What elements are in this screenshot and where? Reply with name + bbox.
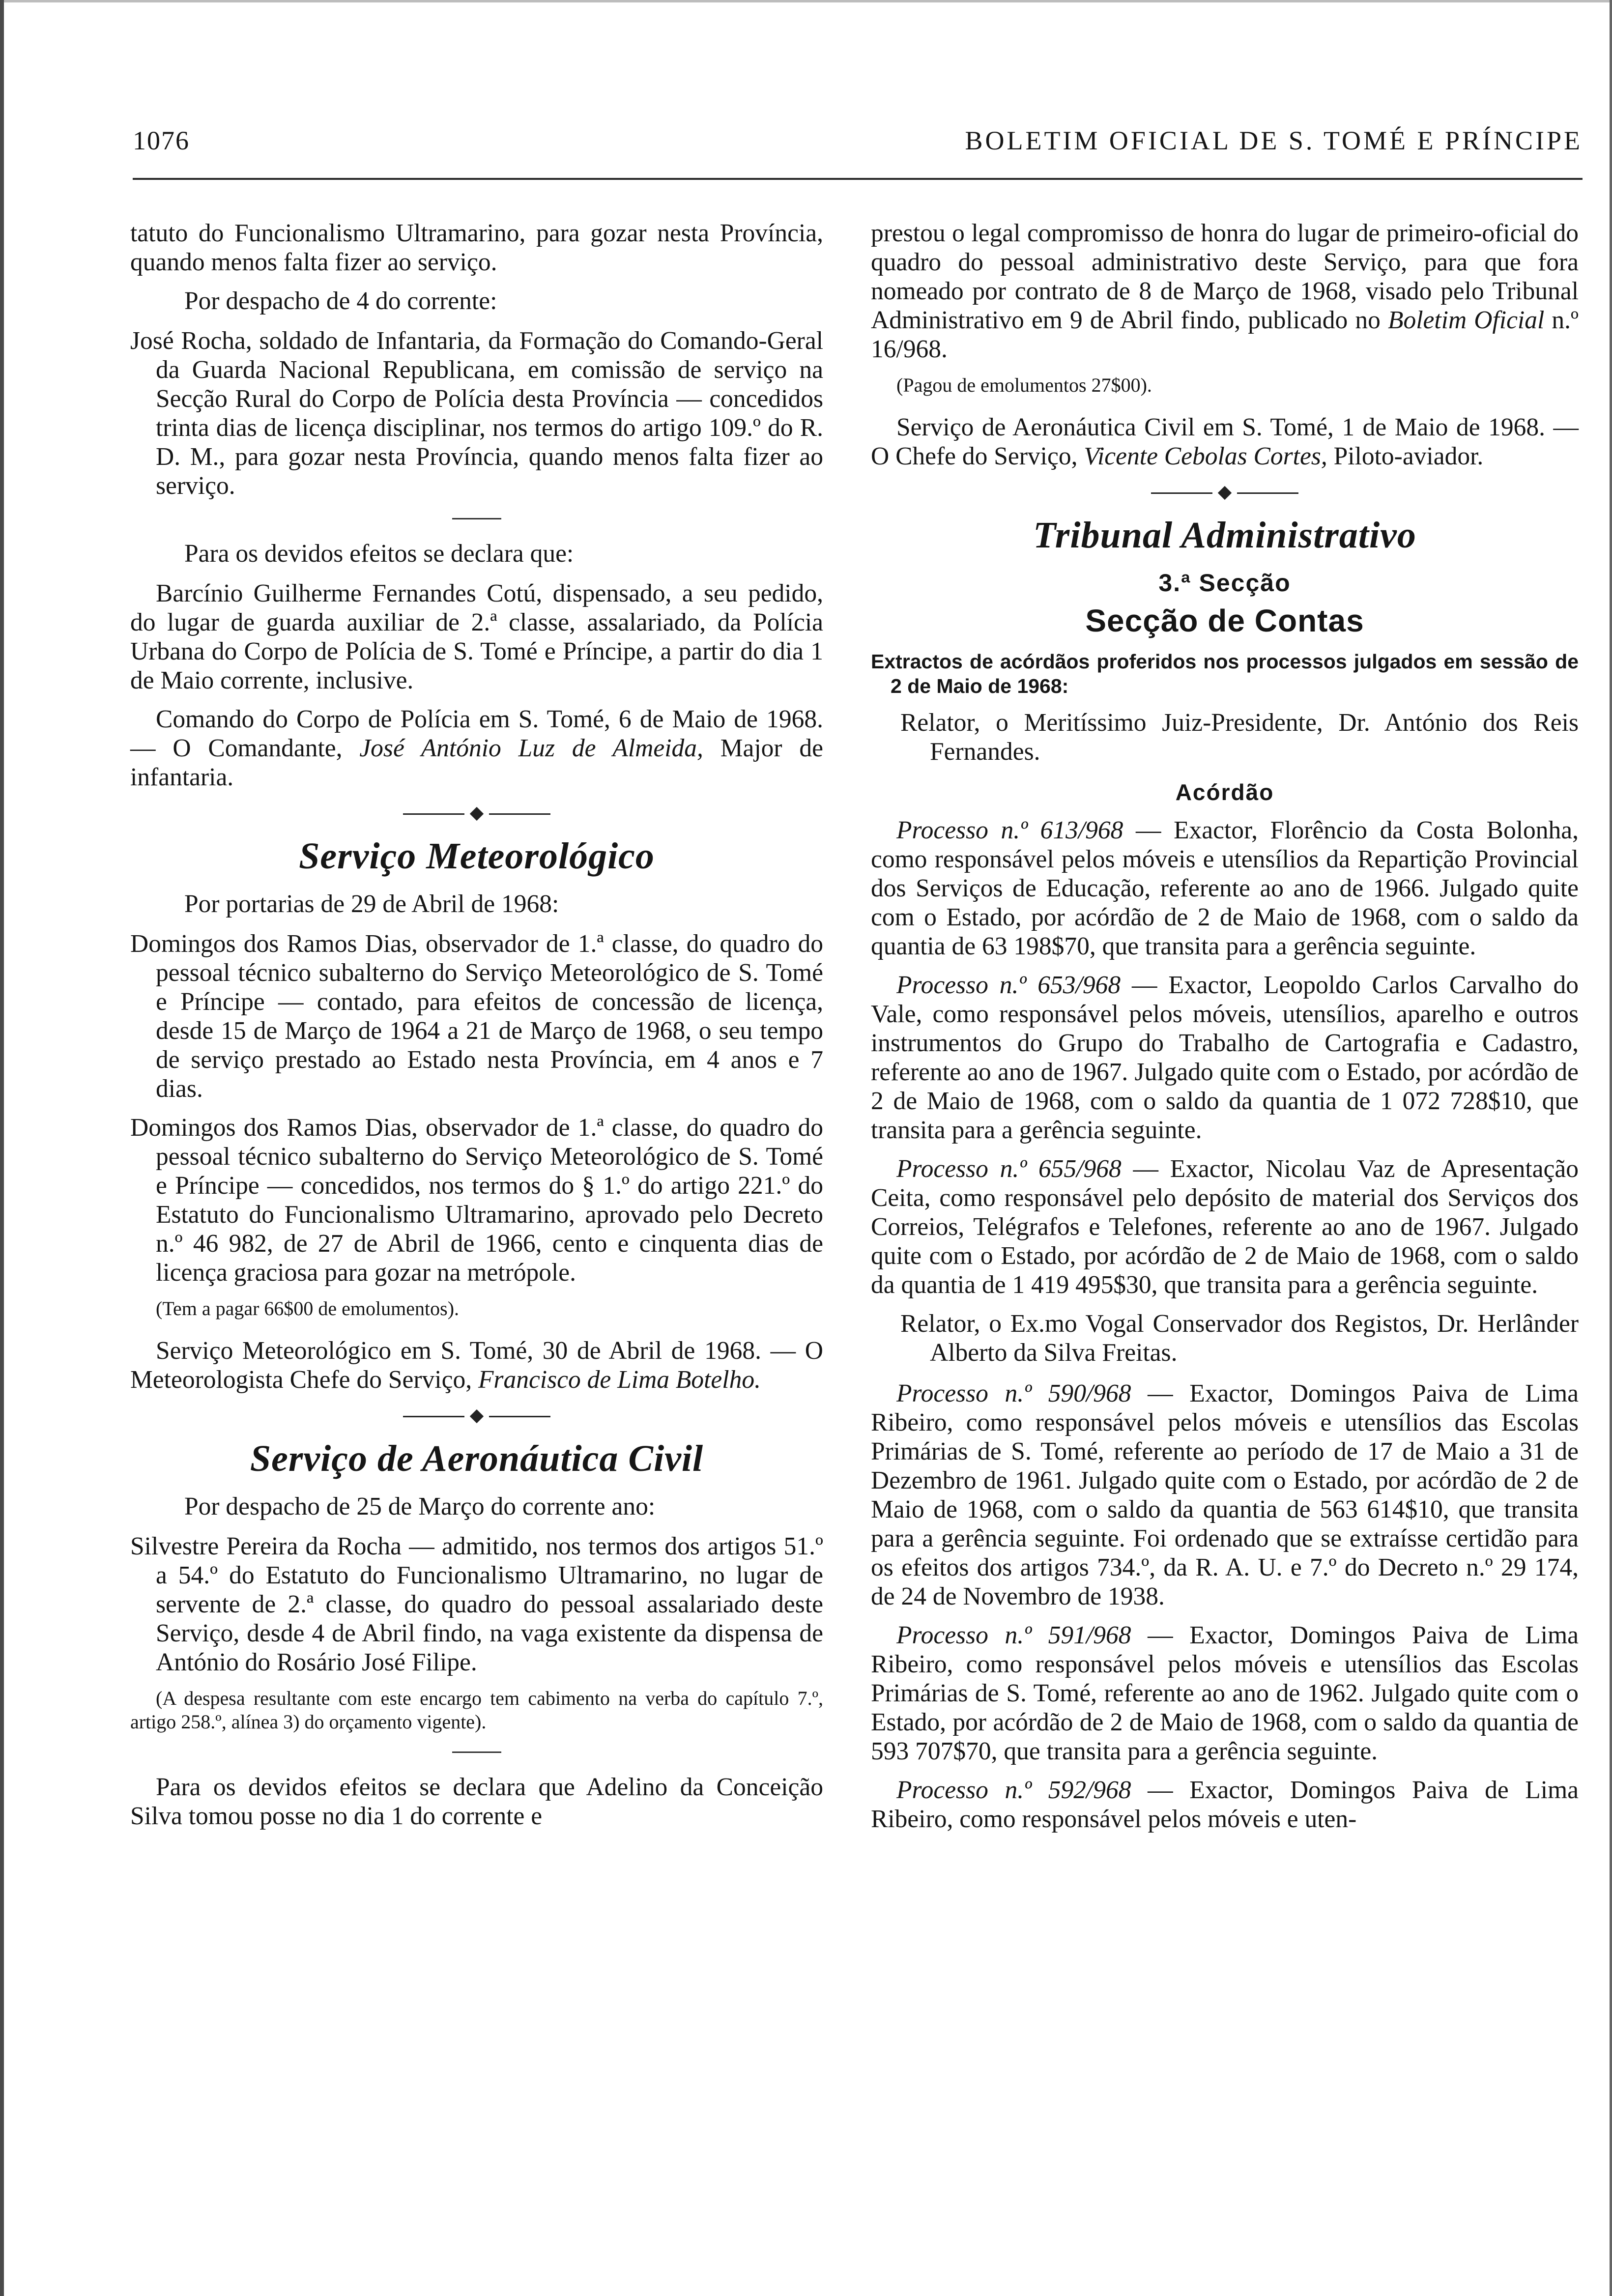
signature-paragraph: [871, 413, 1579, 471]
paragraph: Silvestre Pereira da Rocha — admitido, nos termos dos artigos 51.º a 54.º do Estatuto do Funcionalismo Ultramarino, no lugar de servente de 2.ª classe, do quadro do pessoal assalariado deste Serviço, desde 4 de Abril findo, na vaga existente da dispensa de António do Rosário José Filipe.: [130, 1532, 823, 1676]
section-title-aeronautica: Serviço de Aeronáutica Civil: [250, 1438, 704, 1479]
paragraph-lead: Por portarias de 29 de Abril de 1968:: [184, 890, 559, 918]
note: (Pagou de emolumentos 27$00).: [896, 374, 1152, 396]
page-header: [133, 125, 1583, 170]
divider: [452, 1751, 501, 1753]
process-entry: [871, 1621, 1579, 1766]
process-number: Processo n.º 655/968: [896, 1155, 1122, 1183]
process-text: — Exactor, Domingos Paiva de Lima Ribeiro, como responsável pelos móveis e uten-: [871, 1776, 1579, 1833]
signature-end: Major de infantaria.: [130, 734, 824, 791]
paragraph: Domingos dos Ramos Dias, observador de 1.ª classe, do quadro do pessoal técnico subalterno do Serviço Meteorológico de S. Tomé e Príncipe — concedidos, nos termos do § 1.º do artigo 221.º do Estatuto do Funcionalismo Ultramarino, aprovado pelo Decreto n.º 46 982, de 27 de Abril de 1966, cento e cinquenta dias de licença graciosa para gozar na metrópole.: [130, 1114, 823, 1287]
process-number: Processo n.º 653/968: [896, 971, 1121, 999]
relator: Relator, o Ex.mo Vogal Conservador dos Registos, Dr. Herlânder Alberto da Silva Freitas.: [900, 1310, 1579, 1367]
process-text: — Exactor, Leopoldo Carlos Carvalho do Vale, como responsável pelos móveis, utensílios, aparelho e outros instrumentos do Grupo do Trabalho de Cartografia e Cadastro, referente ao ano de 1967. Julgado quite com o Estado, por acórdão de 2 de Maio de 1968, com o saldo da quantia de 1 072 728$10, que transita para a gerência seguinte.: [871, 971, 1579, 1144]
scan-edge-top: [0, 0, 1612, 2]
signature-name: José António Luz de Almeida,: [359, 734, 703, 762]
signature-paragraph: [130, 705, 823, 792]
section-title-tribunal: Tribunal Administrativo: [1033, 515, 1416, 556]
paragraph-end: n.º 16/968.: [871, 306, 1579, 363]
signature-end: Piloto-aviador.: [1327, 442, 1484, 470]
process-number: Processo n.º 591/968: [896, 1621, 1131, 1649]
relator: Relator, o Meritíssimo Juiz-Presidente, Dr. António dos Reis Fernandes.: [900, 709, 1579, 766]
running-title: BOLETIM OFICIAL DE S. TOMÉ E PRÍNCIPE: [965, 126, 1583, 155]
signature-text: Serviço de Aeronáutica Civil em S. Tomé, 1 de Maio de 1968. — O Chefe do Serviço,: [871, 413, 1579, 470]
left-column: [130, 219, 823, 1840]
acordao-heading: Acórdão: [1175, 779, 1274, 805]
ornament-divider: [403, 1405, 550, 1430]
signature-text: Serviço Meteorológico em S. Tomé, 30 de Abril de 1968. — O Meteorologista Chefe do Serviço,: [130, 1337, 823, 1394]
process-text: — Exactor, Florêncio da Costa Bolonha, como responsável pelos móveis e utensílios da Repartição Provincial dos Serviços de Educação, referente ao ano de 1966. Julgado quite com o Estado, por acórdão de 2 de Maio de 1968, com o saldo da quantia de 63 198$70, que transita para a gerência seguinte.: [871, 816, 1579, 960]
process-entry: [871, 1776, 1579, 1834]
header-rule: [133, 178, 1583, 180]
scan-edge-right: [1610, 0, 1612, 2296]
signature-paragraph: [130, 1336, 823, 1394]
divider: [452, 518, 501, 519]
paragraph: Para os devidos efeitos se declara que Adelino da Conceição Silva tomou posse no dia 1 do corrente e: [130, 1773, 823, 1830]
ornament-divider: [1151, 482, 1298, 506]
section-subtitle: 3.ª Secção: [1158, 569, 1291, 597]
section-title-meteorologico: Serviço Meteorológico: [299, 835, 655, 877]
signature-name: Vicente Cebolas Cortes,: [1084, 442, 1327, 470]
publication-name: Boletim Oficial: [1387, 306, 1545, 334]
ornament-divider: [403, 803, 550, 827]
right-column: [871, 219, 1579, 1843]
paragraph-text: prestou o legal compromisso de honra do lugar de primeiro-oficial do quadro do pessoal administrativo deste Serviço, para que fora nomeado por contrato de 8 de Março de 1968, visado pelo Tribunal Administrativo em 9 de Abril findo, publicado no: [871, 219, 1579, 334]
paragraph: Domingos dos Ramos Dias, observador de 1.ª classe, do quadro do pessoal técnico subalterno do Serviço Meteorológico de S. Tomé e Príncipe — contado, para efeitos de concessão de licença, desde 15 de Março de 1964 a 21 de Março de 1968, o seu tempo de serviço prestado ao Estado nesta Província, em 4 anos e 7 dias.: [130, 930, 823, 1103]
process-entry: [871, 816, 1579, 961]
paragraph: José Rocha, soldado de Infantaria, da Formação do Comando-Geral da Guarda Nacional Republicana, em comissão de serviço na Secção Rural do Corpo de Polícia desta Província — concedidos trinta dias de licença disciplinar, nos termos do artigo 109.º do R. D. M., para gozar nesta Província, quando menos falta fizer ao serviço.: [130, 327, 823, 500]
paragraph-lead: Por despacho de 4 do corrente:: [184, 287, 497, 315]
scan-edge-left: [0, 0, 4, 2296]
process-number: Processo n.º 592/968: [896, 1776, 1131, 1804]
process-number: Processo n.º 613/968: [896, 816, 1123, 844]
process-number: Processo n.º 590/968: [896, 1379, 1131, 1407]
process-entry: [871, 1379, 1579, 1611]
note: (Tem a pagar 66$00 de emolumentos).: [156, 1297, 460, 1320]
signature-name: Francisco de Lima Botelho.: [478, 1366, 761, 1394]
note: (A despesa resultante com este encargo tem cabimento na verba do capítulo 7.º, artigo 258.º, alínea 3) do orçamento vigente).: [130, 1687, 823, 1733]
paragraph-lead: Para os devidos efeitos se declara que:: [184, 540, 574, 568]
process-text: — Exactor, Domingos Paiva de Lima Ribeiro, como responsável pelos móveis e utensílios das Escolas Primárias de S. Tomé, referente ao período de 17 de Maio a 31 de Dezembro de 1961. Julgado quite com o Estado, por acórdão de 2 de Maio de 1968, com o saldo da quantia de 563 614$10, que transita para a gerência seguinte. Foi ordenado que se extraísse certidão para os efeitos dos artigos 734.º, da R. A. U. e 7.º do Decreto n.º 29 174, de 24 de Novembro de 1938.: [871, 1379, 1579, 1610]
signature-text: Comando do Corpo de Polícia em S. Tomé, 6 de Maio de 1968. — O Comandante,: [130, 705, 823, 762]
process-text: — Exactor, Domingos Paiva de Lima Ribeiro, como responsável pelos móveis e utensílios das Escolas Primárias de S. Tomé, referente ao ano de 1962. Julgado quite com o Estado, por acórdão de 2 de Maio de 1968, com o saldo da quantia de 593 707$70, que transita para a gerência seguinte.: [871, 1621, 1579, 1765]
process-entry: [871, 1154, 1579, 1299]
paragraph-lead: Por despacho de 25 de Março do corrente ano:: [184, 1492, 656, 1521]
paragraph: Barcínio Guilherme Fernandes Cotú, dispensado, a seu pedido, do lugar de guarda auxiliar de 2.ª classe, assalariado, da Polícia Urbana do Corpo de Polícia de S. Tomé e Príncipe, a partir do dia 1 de Maio corrente, inclusive.: [130, 579, 823, 694]
page-number: 1076: [133, 126, 190, 155]
paragraph: [871, 219, 1579, 364]
section-subtitle-contas: Secção de Contas: [1085, 603, 1364, 638]
process-entry: [871, 971, 1579, 1145]
process-text: — Exactor, Nicolau Vaz de Apresentação Ceita, como responsável pelo depósito de material dos Serviços dos Correios, Telégrafos e Telefones, referente ao ano de 1967. Julgado quite com o Estado, por acórdão de 2 de Maio de 1968, com o saldo da quantia de 1 419 495$30, que transita para a gerência seguinte.: [871, 1155, 1579, 1299]
extract-heading: Extractos de acórdãos proferidos nos processos julgados em sessão de 2 de Maio de 1968:: [871, 650, 1579, 697]
paragraph: tatuto do Funcionalismo Ultramarino, para gozar nesta Província, quando menos falta fizer ao serviço.: [130, 219, 823, 276]
